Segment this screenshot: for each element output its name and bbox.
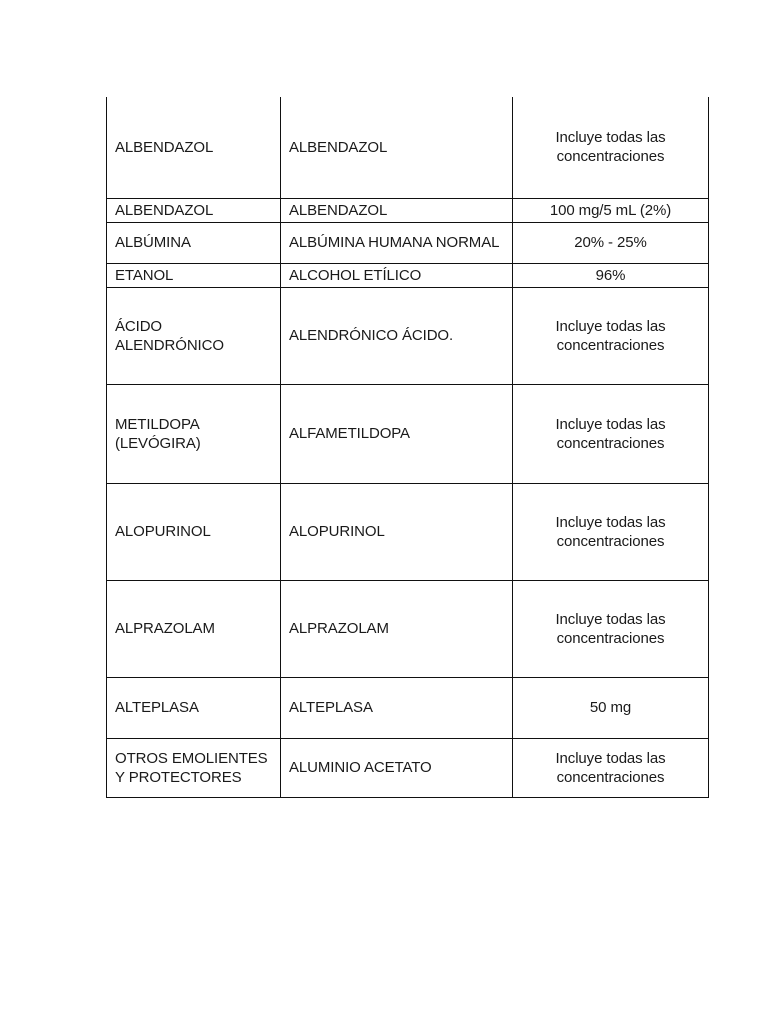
product-name-cell: ALPRAZOLAM — [281, 580, 513, 677]
product-name-cell: ALCOHOL ETÍLICO — [281, 263, 513, 287]
concentration-cell: Incluye todas las concentraciones — [513, 97, 709, 198]
concentration-cell: Incluye todas las concentraciones — [513, 483, 709, 580]
active-ingredient-cell: METILDOPA (LEVÓGIRA) — [107, 384, 281, 483]
concentration-cell: 100 mg/5 mL (2%) — [513, 198, 709, 222]
concentration-cell: 20% - 25% — [513, 222, 709, 263]
product-name-cell: ALUMINIO ACETATO — [281, 738, 513, 797]
drug-table — [106, 97, 709, 798]
table-row — [107, 97, 709, 198]
table-row — [107, 483, 709, 580]
concentration-cell: Incluye todas las concentraciones — [513, 287, 709, 384]
product-name-cell: ALTEPLASA — [281, 677, 513, 738]
concentration-cell: 50 mg — [513, 677, 709, 738]
table-row — [107, 263, 709, 287]
active-ingredient-cell: OTROS EMOLIENTES Y PROTECTORES — [107, 738, 281, 797]
active-ingredient-cell: ALPRAZOLAM — [107, 580, 281, 677]
product-name-cell: ALBENDAZOL — [281, 198, 513, 222]
active-ingredient-cell: ETANOL — [107, 263, 281, 287]
product-name-cell: ALENDRÓNICO ÁCIDO. — [281, 287, 513, 384]
table-row — [107, 384, 709, 483]
table-row — [107, 580, 709, 677]
active-ingredient-cell: ALOPURINOL — [107, 483, 281, 580]
active-ingredient-cell: ALBÚMINA — [107, 222, 281, 263]
active-ingredient-cell: ALBENDAZOL — [107, 198, 281, 222]
active-ingredient-cell: ÁCIDO ALENDRÓNICO — [107, 287, 281, 384]
product-name-cell: ALFAMETILDOPA — [281, 384, 513, 483]
active-ingredient-cell: ALBENDAZOL — [107, 97, 281, 198]
table-row — [107, 287, 709, 384]
table-row — [107, 198, 709, 222]
concentration-cell: Incluye todas las concentraciones — [513, 580, 709, 677]
product-name-cell: ALOPURINOL — [281, 483, 513, 580]
concentration-cell: Incluye todas las concentraciones — [513, 738, 709, 797]
table-row — [107, 677, 709, 738]
active-ingredient-cell: ALTEPLASA — [107, 677, 281, 738]
product-name-cell: ALBENDAZOL — [281, 97, 513, 198]
concentration-cell: Incluye todas las concentraciones — [513, 384, 709, 483]
product-name-cell: ALBÚMINA HUMANA NORMAL — [281, 222, 513, 263]
table-row — [107, 222, 709, 263]
concentration-cell: 96% — [513, 263, 709, 287]
table-row — [107, 738, 709, 797]
